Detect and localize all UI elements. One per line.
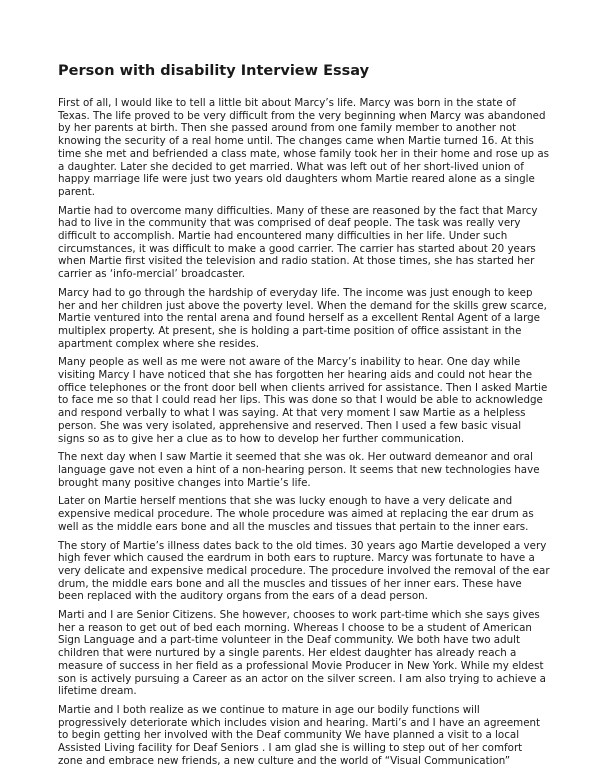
paragraph-8: Marti and I are Senior Citizens. She however, chooses to work part-time which she says gives her a reason to get out of bed each morning. Whereas I choose to be a student of American Sign Language and a part-time volunteer in the Deaf community. We both have two adult children that were nurtured by a single parents. Her eldest daughter has already reach a measure of success in her field as a professional Movie Producer in New York. While my eldest son is actively pursuing a Career as an actor on the silver screen. I am also trying to achieve a lifetime dream. [58, 609, 546, 698]
paragraph-9: Martie and I both realize as we continue to mature in age our bodily functions will progressively deteriorate which includes vision and hearing. Marti’s and I have an agreement to begin getting her involved with the Deaf community We have planned a visit to a local Assisted Living facility for Deaf Seniors . I am glad she is willing to step out of her comfort zone and embrace new friends, a new culture and the world of “Visual Communication” [58, 703, 541, 767]
paragraph-4: Many people as well as me were not aware of the Marcy’s inability to hear. One day while visiting Marcy I have noticed that she has forgotten her hearing aids and could not hear the office telephones or the front door bell when clients arrived for assistance. Then I asked Martie to face me so that I could read her lips. This was done so that I would be able to acknowledge and respond verbally to what I was saying. At that very moment I saw Martie as a helpless person. She was very isolated, apprehensive and reserved. Then I used a few basic visual signs so as to give her a clue as to how to develop her further communication. [58, 356, 548, 445]
paragraph-6: Later on Martie herself mentions that she was lucky enough to have a very delicate and expensive medical procedure. The whole procedure was aimed at replacing the ear drum as well as the middle ears bone and all the muscles and tissues that pertain to the inner ears. [58, 495, 534, 533]
document-title: Person with disability Interview Essay [58, 63, 370, 79]
paragraph-2: Martie had to overcome many difficulties. Many of these are reasoned by the fact that Marcy had to live in the community that was comprised of deaf people. The task was really very difficult to accomplish. Martie had encountered many difficulties in her life. Under such circumstances, it was difficult to make a good carrier. The carrier has started about 20 years when Martie first visited the television and radio station. At those times, she has started her carrier as ‘info-mercial’ broadcaster. [58, 204, 538, 281]
paragraph-1: First of all, I would like to tell a little bit about Marcy’s life. Marcy was born in the state of Texas. The life proved to be very difficult from the very beginning when Marcy was abandoned by her parents at birth. Then she passed around from one family member to another not knowing the security of a real home until. The changes came when Martie turned 16. At this time she met and befriended a class mate, whose family took her in their home and rose up as a daughter. Later she decided to get married. What was left out of her short-lived union of happy marriage life were just two years old daughters whom Martie reared alone as a single parent. [58, 97, 550, 198]
paragraph-5: The next day when I saw Martie it seemed that she was ok. Her outward demeanor and oral language gave not even a hint of a non-hearing person. It seems that new technologies have brought many positive changes into Martie’s life. [58, 451, 540, 489]
paragraph-7: The story of Martie’s illness dates back to the old times. 30 years ago Martie developed a very high fever which caused the eardrum in both ears to rupture. Marcy was fortunate to have a very delicate and expensive medical procedure. The procedure involved the removal of the ear drum, the middle ears bone and all the muscles and tissues of her inner ears. These have been replaced with the auditory organs from the ears of a dead person. [58, 539, 550, 603]
paragraph-3: Marcy had to go through the hardship of everyday life. The income was just enough to keep her and her children just above the poverty level. When the demand for the skills grew scarce, Martie ventured into the rental arena and found herself as a excellent Rental Agent of a large multiplex property. At present, she is holding a part-time position of office assistant in the apartment complex where she resides. [58, 286, 547, 350]
